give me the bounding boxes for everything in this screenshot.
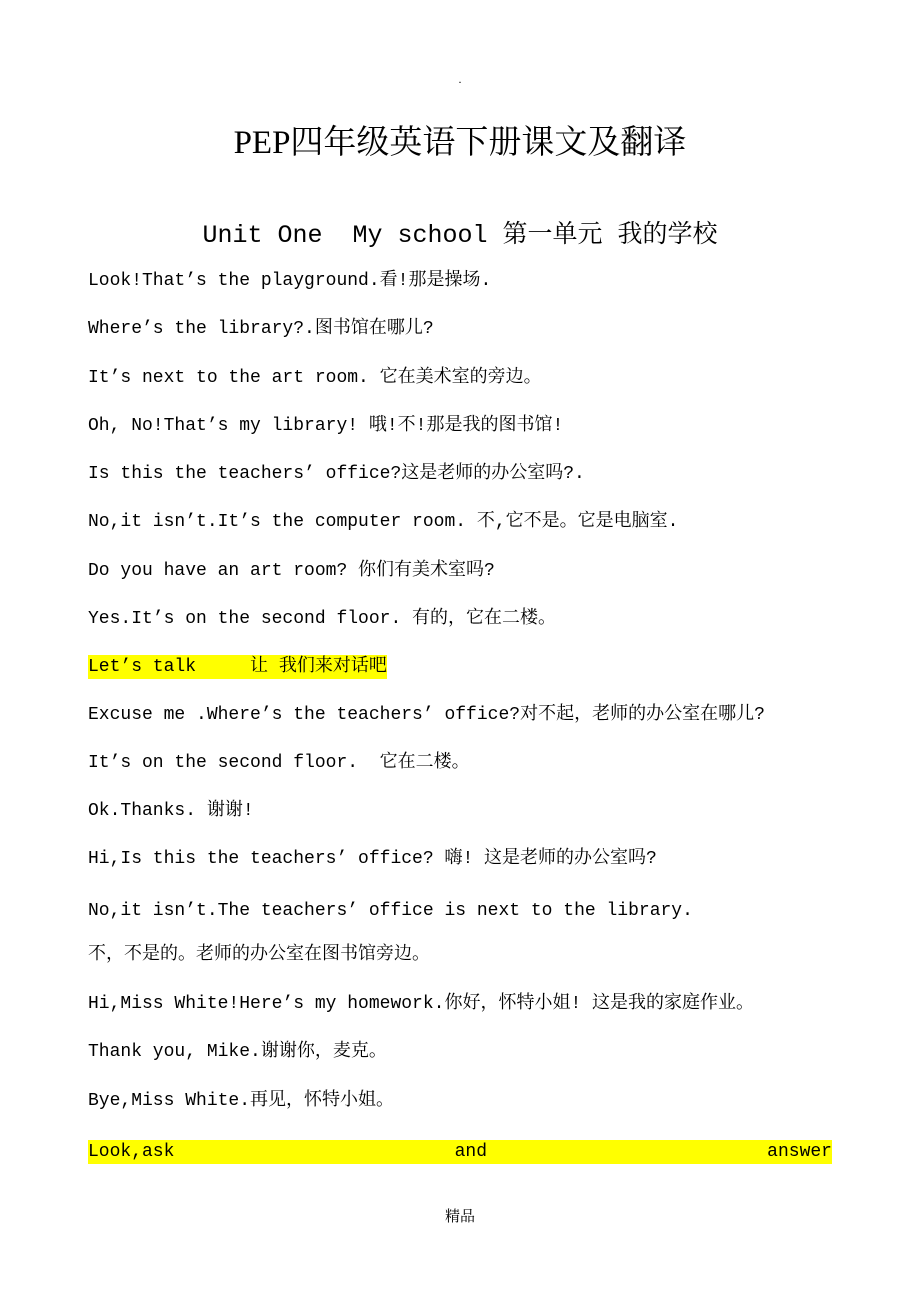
- text-line: Oh, No!That’s my library! 哦!不!那是我的图书馆!: [88, 416, 564, 436]
- text-line: Yes.It’s on the second floor. 有的，它在二楼。: [88, 609, 557, 629]
- text-line: Look!That’s the playground.看!那是操场.: [88, 271, 492, 291]
- text-line: 不，不是的。老师的办公室在图书馆旁边。: [88, 945, 430, 965]
- header-dot: .: [458, 72, 462, 86]
- text-line: Thank you, Mike.谢谢你，麦克。: [88, 1042, 387, 1062]
- unit-heading: Unit One My school 第一单元 我的学校: [202, 221, 718, 250]
- text-line: No,it isn’t.The teachers’ office is next to the library.: [88, 901, 693, 921]
- page-footer: 精品: [444, 1207, 475, 1225]
- text-line: Where’s the library?.图书馆在哪儿?: [88, 319, 434, 339]
- text-line: It’s next to the art room. 它在美术室的旁边。: [88, 368, 542, 388]
- lets-talk-heading: Let’s talk 让 我们来对话吧: [88, 657, 387, 677]
- text-line: It’s on the second floor. 它在二楼。: [88, 753, 470, 773]
- heading-word: Look,ask: [88, 1142, 175, 1162]
- text-line: Hi,Miss White!Here’s my homework.你好，怀特小姐! 这是我的家庭作业。: [88, 994, 755, 1014]
- text-line: Do you have an art room? 你们有美术室吗?: [88, 561, 495, 581]
- heading-word: answer: [767, 1142, 832, 1162]
- text-line: Is this the teachers’ office?这是老师的办公室吗?.: [88, 464, 585, 484]
- text-line: Bye,Miss White.再见，怀特小姐。: [88, 1091, 395, 1111]
- page-title: PEP四年级英语下册课文及翻译: [233, 125, 687, 161]
- text-line: Ok.Thanks. 谢谢!: [88, 801, 254, 821]
- text-line: Hi,Is this the teachers’ office? 嗨! 这是老师的办公室吗?: [88, 849, 657, 869]
- text-line: Excuse me .Where’s the teachers’ office?对不起，老师的办公室在哪儿?: [88, 705, 765, 725]
- look-ask-answer-heading: [88, 1140, 832, 1164]
- text-line: No,it isn’t.It’s the computer room. 不,它不是。它是电脑室.: [88, 512, 679, 532]
- heading-word: and: [454, 1142, 487, 1162]
